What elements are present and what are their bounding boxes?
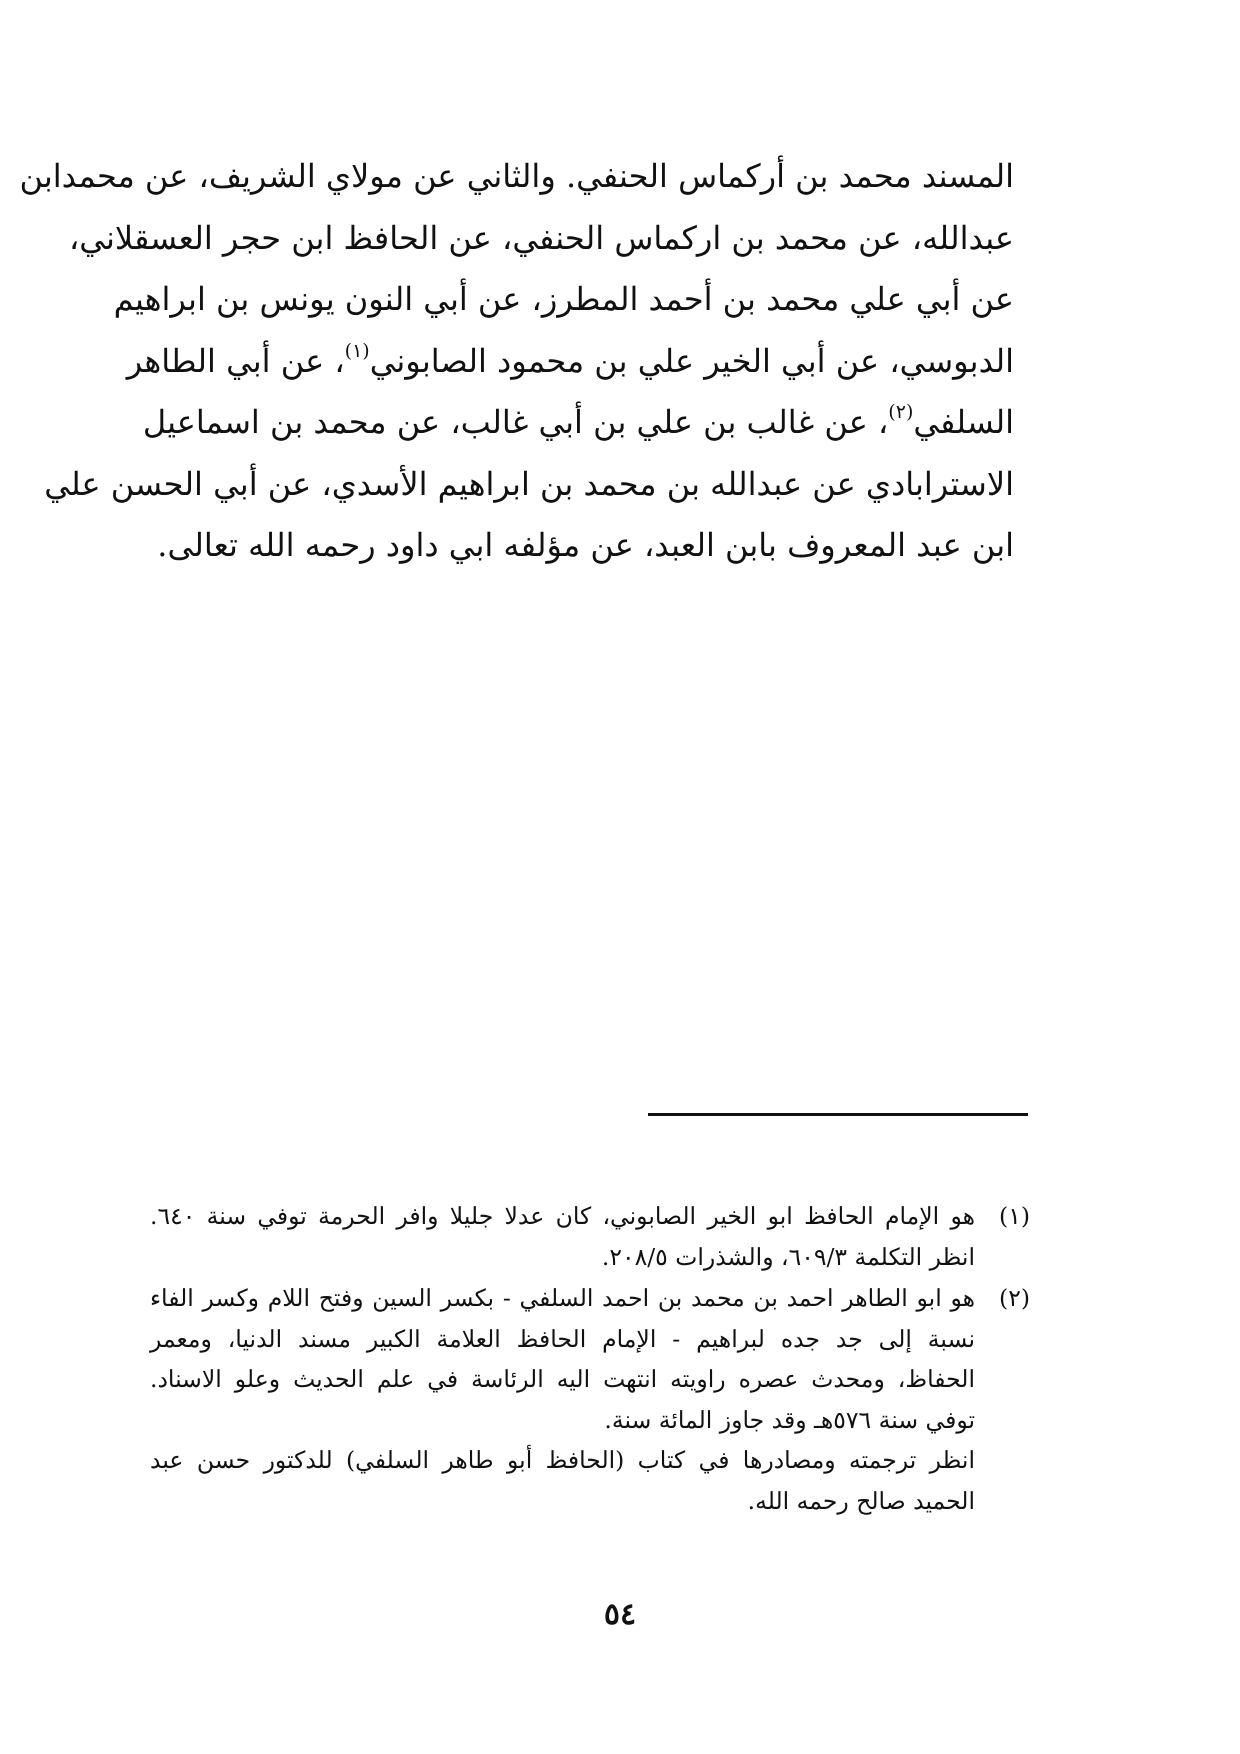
footnote-body (150, 1196, 975, 1277)
main-text-segment: ، عن غالب بن علي بن أبي غالب، عن محمد بن اسماعيل (142, 403, 889, 441)
footnote-line: توفي سنة ٥٧٦هـ وقد جاوز المائة سنة. (604, 1405, 975, 1434)
footnote-line: الحفاظ، ومحدث عصره راويته انتهت اليه الرئاسة في علم الحديث وعلو الاسناد. (150, 1365, 975, 1393)
footnote-line: انظر التكلمة ٦٠٩/٣، والشذرات ٢٠٨/٥. (601, 1242, 975, 1271)
main-text-block (19, 146, 1014, 577)
main-text-line: المسند محمد بن أركماس الحنفي. والثاني عن مولاي الشريف، عن محمدابن (19, 157, 1014, 195)
footnote-line: الحميد صالح رحمه الله. (747, 1486, 975, 1515)
main-text-line: عبدالله، عن محمد بن اركماس الحنفي، عن الحافظ ابن حجر العسقلاني، (68, 218, 1014, 257)
footnote-line: هو ابو الطاهر احمد بن محمد بن احمد السلفي - بكسر السين وفتح اللام وكسر الفاء (150, 1284, 975, 1312)
main-text-line (126, 331, 1014, 393)
main-text-segment: الدبوسي، عن أبي الخير علي بن محمود الصابوني (369, 341, 1014, 380)
footnote-separator-rule (648, 1113, 1028, 1116)
main-text-line: الاسترابادي عن عبدالله بن محمد بن ابراهيم الأسدي، عن أبي الحسن علي (44, 464, 1014, 503)
footnote-1 (150, 1196, 1030, 1277)
footnote-body (150, 1278, 975, 1521)
footnote-line: نسبة إلى جد جده لبراهيم - الإمام الحافظ العلامة الكبير مسند الدنيا، ومعمر (150, 1324, 975, 1353)
footnote-line: هو الإمام الحافظ ابو الخير الصابوني، كان عدلا جليلا وافر الحرمة توفي سنة ٦٤٠. (150, 1202, 975, 1230)
main-text-segment: السلفي (913, 403, 1014, 441)
footnote-number: (٢) (999, 1284, 1030, 1312)
main-text-line: عن أبي علي محمد بن أحمد المطرز، عن أبي النون يونس بن ابراهيم (113, 280, 1014, 318)
main-text-line: ابن عبد المعروف بابن العبد، عن مؤلفه ابي داود رحمه الله تعالى. (157, 526, 1014, 564)
footnote-number: (١) (999, 1202, 1030, 1230)
page-number: ٥٤ (603, 1597, 637, 1632)
main-text-segment: ، عن أبي الطاهر (126, 341, 345, 380)
main-text-line (142, 392, 1014, 454)
footnote-reference-2[interactable]: (٢) (888, 401, 914, 423)
footnote-reference-1[interactable]: (١) (344, 339, 370, 362)
footnotes-section (150, 1196, 1030, 1522)
footnote-2 (150, 1278, 1030, 1521)
footnote-line: انظر ترجمته ومصادرها في كتاب (الحافظ أبو طاهر السلفي) للدكتور حسن عبد (150, 1446, 975, 1474)
